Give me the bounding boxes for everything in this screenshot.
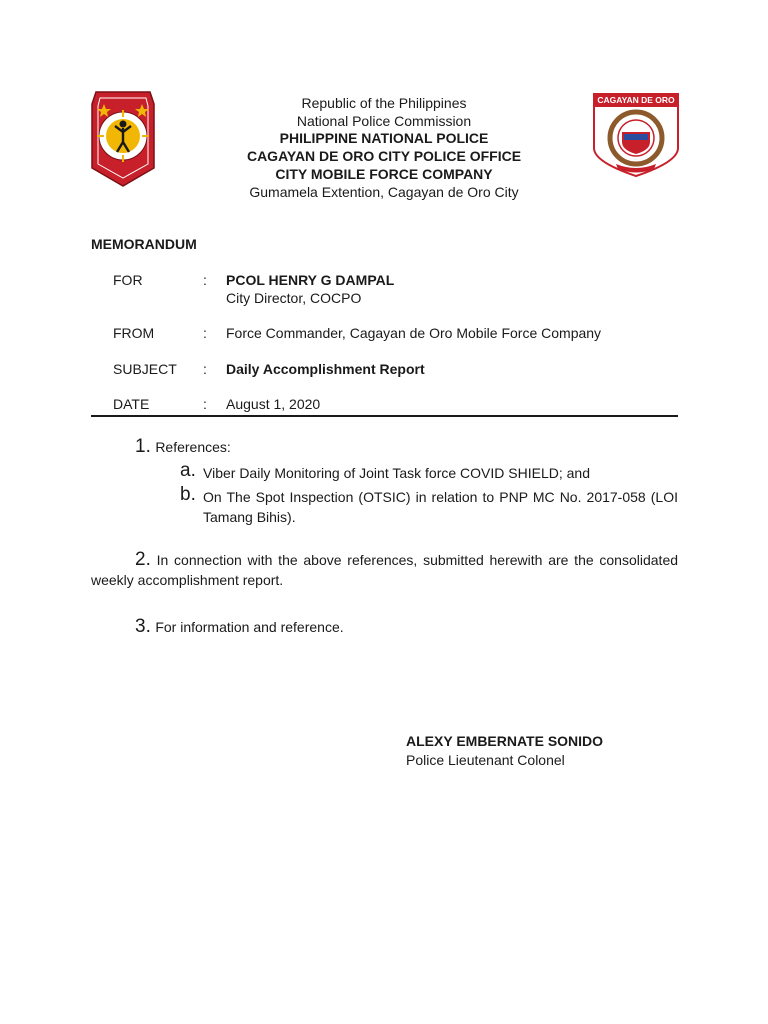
reference-a-text: Viber Daily Monitoring of Joint Task force COVID SHIELD; and [203, 465, 590, 481]
paragraph-2-number: 2. [135, 549, 151, 570]
paragraph-1-number: 1. [135, 436, 151, 457]
signatory-rank: Police Lieutenant Colonel [406, 752, 565, 768]
paragraph-1 [135, 436, 231, 458]
header-napolcom: National Police Commission [296, 113, 472, 129]
memo-for-title: City Director, COCPO [226, 290, 362, 306]
signatory-name: ALEXY EMBERNATE SONIDO [406, 733, 604, 749]
memo-for-name: PCOL HENRY G DAMPAL [226, 272, 395, 288]
header-pnp: PHILIPPINE NATIONAL POLICE [279, 130, 489, 146]
memo-from-label: FROM [113, 325, 155, 341]
memo-heading: MEMORANDUM [91, 236, 197, 252]
memo-for-label: FOR [113, 272, 143, 288]
header-mobile-force: CITY MOBILE FORCE COMPANY [275, 166, 493, 182]
badge-banner-text: CAGAYAN DE ORO [597, 95, 675, 105]
reference-a-letter: a. [180, 460, 196, 481]
paragraph-3-number: 3. [135, 616, 151, 637]
memo-subject-value: Daily Accomplishment Report [226, 361, 425, 377]
memo-date-value: August 1, 2020 [226, 396, 321, 412]
header-divider [91, 415, 678, 417]
paragraph-1-text: References: [155, 439, 231, 455]
memo-colon: : [203, 272, 207, 288]
memo-colon: : [203, 325, 207, 341]
header-cdo-police-office: CAGAYAN DE ORO CITY POLICE OFFICE [246, 148, 522, 164]
memo-from-value: Force Commander, Cagayan de Oro Mobile Force Company [226, 325, 602, 341]
header-republic: Republic of the Philippines [301, 95, 467, 111]
paragraph-2 [91, 550, 678, 590]
paragraph-3 [135, 616, 344, 638]
memo-colon: : [203, 361, 207, 377]
memo-subject-label: SUBJECT [113, 361, 177, 377]
memo-colon: : [203, 396, 207, 412]
paragraph-3-text: For information and reference. [155, 619, 344, 635]
paragraph-2-text: In connection with the above references, submitted herewith are the consolidated weekly accomplishment report. [91, 552, 679, 588]
header-address: Gumamela Extention, Cagayan de Oro City [249, 184, 519, 200]
reference-b-letter: b. [180, 484, 196, 505]
memo-date-label: DATE [113, 396, 150, 412]
reference-b-text: On The Spot Inspection (OTSIC) in relation to PNP MC No. 2017-058 (LOI Tamang Bihis). [203, 489, 678, 525]
